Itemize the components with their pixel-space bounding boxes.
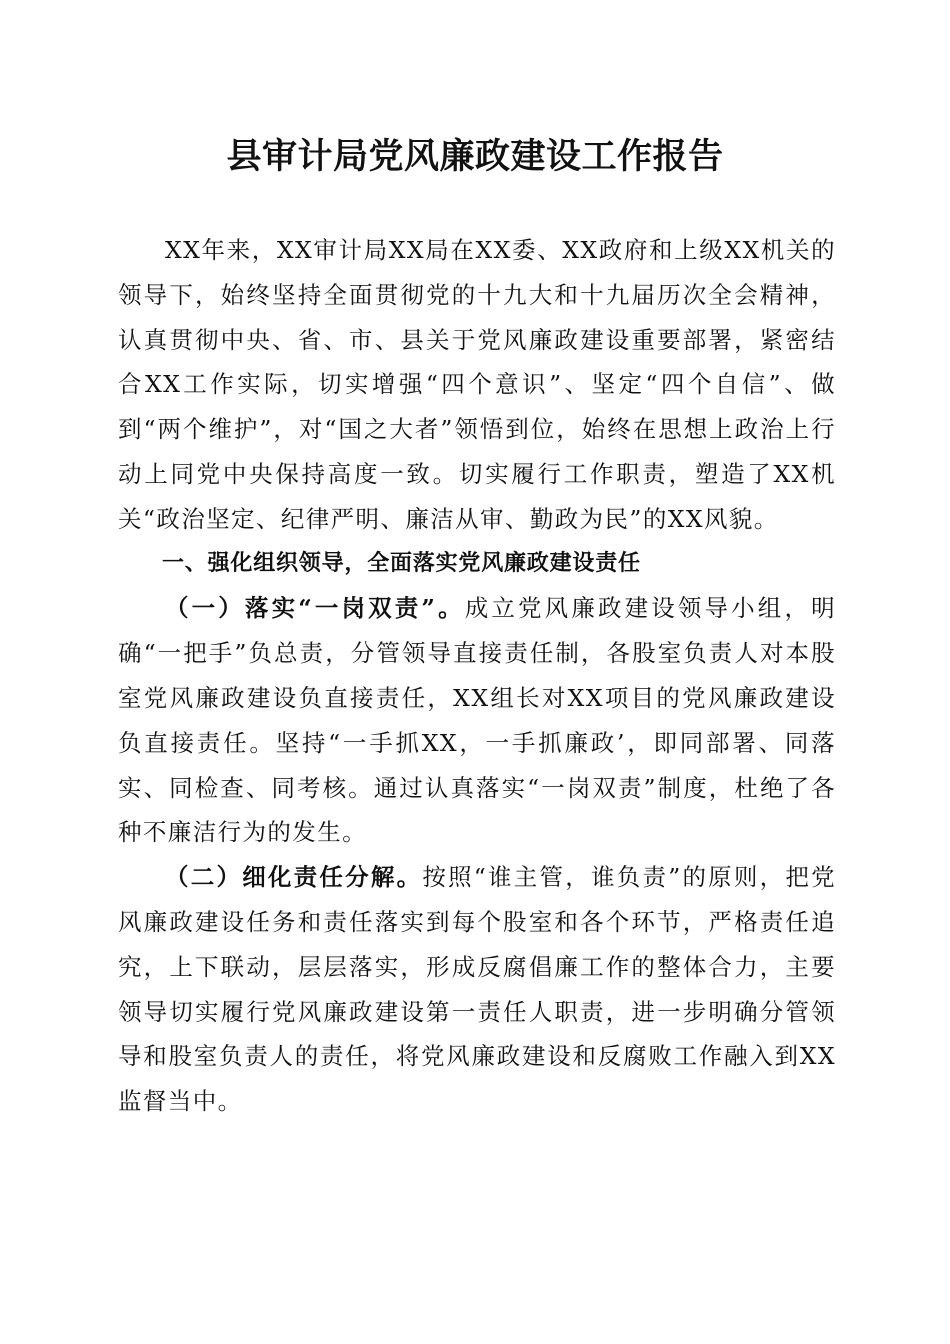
subsection-text-1: 成立党风廉政建设领导小组，明确“一把手”负总责，分管领导直接责任制，各股室负责人对本股室党风廉政建设负直接责任，XX组长对XX项目的党风廉政建设负直接责任。坚持“一手抓XX，一手抓廉政’，即同部署、同落实、同检查、同考核。通过认真落实“一岗双责”制度，杜绝了各种不廉洁行为的发生。 xyxy=(118,594,836,847)
section-heading-1: 一、强化组织领导，全面落实党风廉政建设责任 xyxy=(162,550,641,576)
document-title: 县审计局党风廉政建设工作报告 xyxy=(226,137,724,177)
subsection-paragraph-1 xyxy=(118,586,836,855)
subsection-paragraph-2 xyxy=(118,855,836,1124)
subsection-text-2: 按照“谁主管，谁负责”的原则，把党风廉政建设任务和责任落实到每个股室和各个环节，严格责任追究，上下联动，层层落实，形成反腐倡廉工作的整体合力，主要领导切实履行党风廉政建设第一责任人职责，进一步明确分管领导和股室负责人的责任，将党风廉政建设和反腐败工作融入到XX监督当中。 xyxy=(118,863,837,1116)
document-body xyxy=(118,228,836,1124)
intro-paragraph: XX年来，XX审计局XX局在XX委、XX政府和上级XX机关的领导下，始终坚持全面贯彻党的十九大和十九届历次全会精神，认真贯彻中央、省、市、县关于党风廉政建设重要部署，紧密结合XX工作实际，切实增强“四个意识”、坚定“四个自信”、做到“两个维护”，对“国之大者”领悟到位，始终在思想上政治上行动上同党中央保持高度一致。切实履行工作职责，塑造了XX机关“政治坚定、纪律严明、廉洁从审、勤政为民”的XX风貌。 xyxy=(118,236,836,533)
subsection-lead-1: （一）落实“一岗双责”。 xyxy=(165,594,465,623)
subsection-lead-2: （二）细化责任分解。 xyxy=(165,863,423,892)
